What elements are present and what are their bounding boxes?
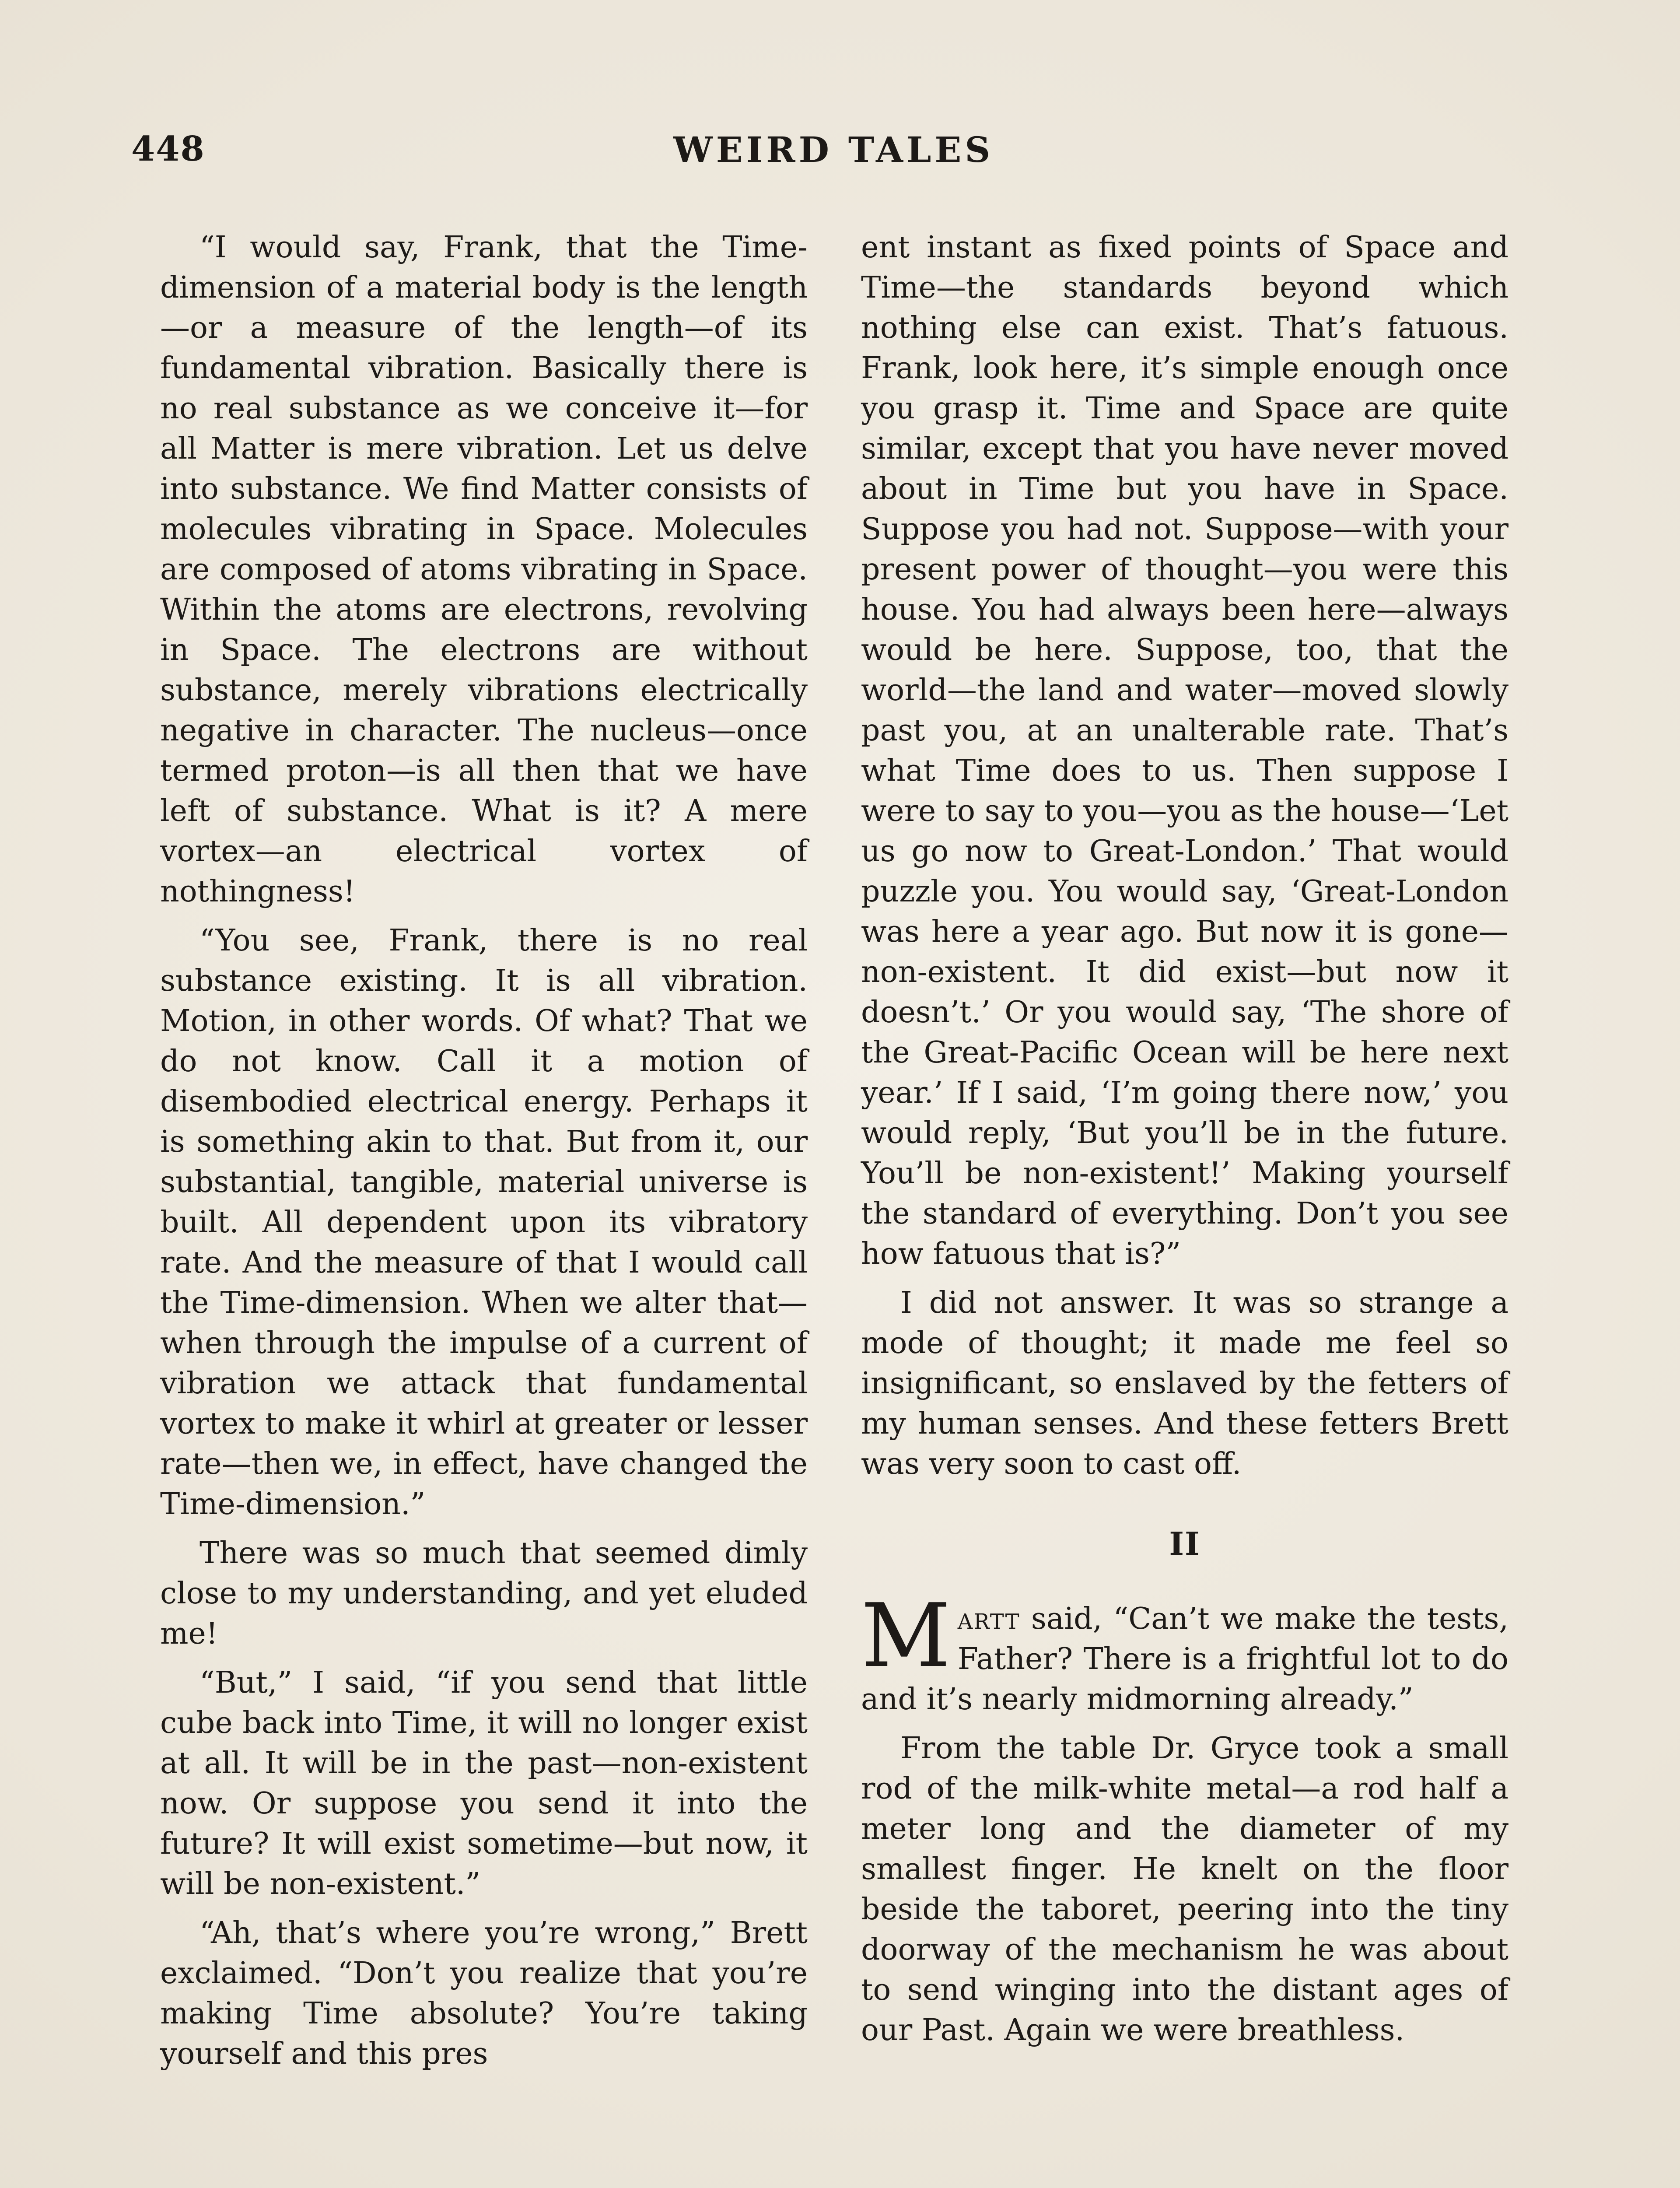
- small-caps-lead: artt: [957, 1602, 1020, 1636]
- paragraph: I did not answer. It was so strange a mode of thought; it made me feel so insignificant, so enslaved by the fetters of my human senses. And these fetters Brett was very soon to cast off.: [861, 1286, 1508, 1481]
- paragraph: “You see, Frank, there is no real substance existing. It is all vibration. Motion, in other words. Of what? That we do not know. Call it a motion of disembodied electrical energy. Perhaps it is something akin to that. But from it, our substantial, tangible, material universe is built. All dependent upon its vibratory rate. And the measure of that I would call the Time-dimension. When we alter that—when through the impulse of a current of vibration we attack that fundamental vortex to make it whirl at greater or lesser rate—then we, in effect, have changed the Time-dimension.”: [160, 923, 808, 1522]
- running-title: WEIRD TALES: [673, 129, 994, 170]
- paragraph: From the table Dr. Gryce took a small rod of the milk-white metal—a rod half a meter long and the diameter of my smallest finger. He knelt on the floor beside the taboret, peering into the tiny doorway of the mechanism he was about to send winging into the distant ages of our Past. Again we were breathless.: [861, 1731, 1508, 2048]
- paragraph: “But,” I said, “if you send that little cube back into Time, it will no longer exist at all. It will be in the past—non-existent now. Or suppose you send it into the future? It will exist sometime—but now, it will be non-existent.”: [160, 1666, 808, 1901]
- drop-cap: M: [861, 1585, 951, 1687]
- dropcap-paragraph: [861, 1585, 1508, 1720]
- right-column: [861, 228, 1508, 2059]
- paragraph: “Ah, that’s where you’re wrong,” Brett exclaimed. “Don’t you realize that you’re making Time absolute? You’re taking yourself and this pres: [160, 1916, 808, 2071]
- paragraph: ent instant as fixed points of Space and Time—the standards beyond which nothing else can exist. That’s fatuous. Frank, look here, it’s simple enough once you grasp it. Time and Space are quite similar, except that you have never moved about in Time but you have in Space. Suppose you had not. Suppose—with your present power of thought—you were this house. You had always been here—always would be here. Suppose, too, that the world—the land and water—moved slowly past you, at an unalterable rate. That’s what Time does to us. Then suppose I were to say to you—you as the house—‘Let us go now to Great-London.’ That would puzzle you. You would say, ‘Great-London was here a year ago. But now it is gone—non-existent. It did exist—but now it doesn’t.’ Or you would say, ‘The shore of the Great-Pacific Ocean will be here next year.’ If I said, ‘I’m going there now,’ you would reply, ‘But you’ll be in the future. You’ll be non-existent!’ Making yourself the standard of everything. Don’t you see how fatuous that is?”: [861, 230, 1508, 1271]
- left-column: [160, 228, 808, 2083]
- page-header: [131, 129, 1536, 190]
- paragraph: “I would say, Frank, that the Time-dimension of a material body is the length—or a measure of the length—of its fundamental vibration. Basically there is no real substance as we conceive it—for all Matter is mere vibration. Let us delve into substance. We find Matter consists of molecules vibrating in Space. Molecules are composed of atoms vibrating in Space. Within the atoms are electrons, revolving in Space. The electrons are without substance, merely vibrations electrically negative in character. The nucleus—once termed proton—is all then that we have left of substance. What is it? A mere vortex—an electrical vortex of nothingness!: [160, 230, 808, 909]
- paragraph: There was so much that seemed dimly close to my understanding, and yet eluded me!: [160, 1536, 808, 1651]
- section-heading: II: [1169, 1525, 1200, 1562]
- page-number: 448: [131, 129, 205, 169]
- paragraph-text: said, “Can’t we make the tests, Father? There is a frightful lot to do and it’s nearly midmorning already.”: [861, 1602, 1508, 1717]
